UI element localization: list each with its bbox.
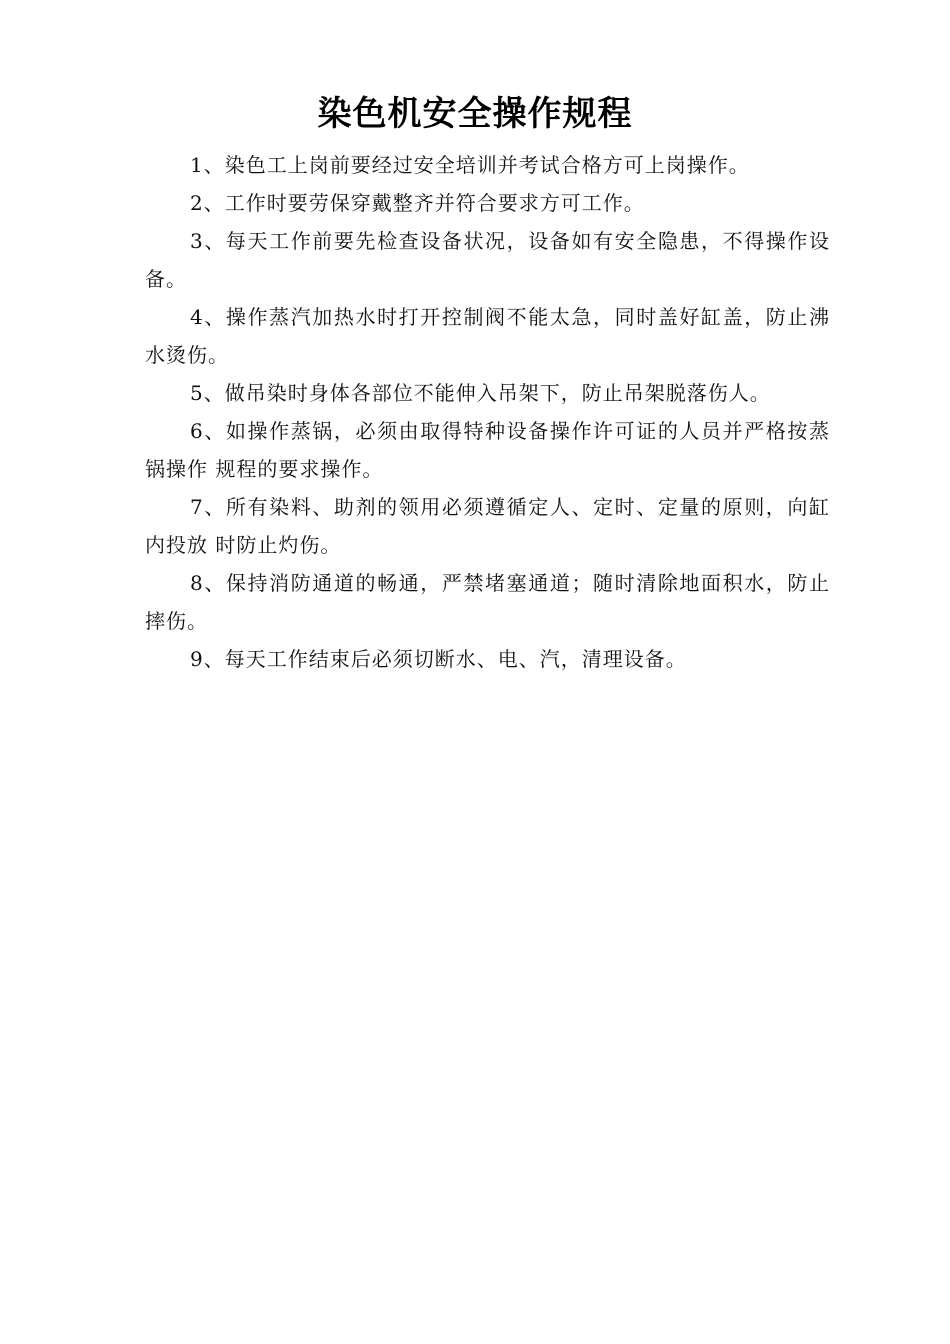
rule-paragraph-2: 2、工作时要劳保穿戴整齐并符合要求方可工作。 bbox=[190, 191, 645, 215]
rule-paragraph-6: 6、如操作蒸锅，必须由取得特种设备操作许可证的人员并严格按蒸锅操作 规程的要求操作。 bbox=[145, 419, 830, 481]
document-title: 染色机安全操作规程 bbox=[317, 94, 633, 134]
rule-paragraph-4: 4、操作蒸汽加热水时打开控制阀不能太急，同时盖好缸盖，防止沸水烫伤。 bbox=[145, 305, 830, 367]
rule-paragraph-3: 3、每天工作前要先检查设备状况，设备如有安全隐患，不得操作设备。 bbox=[145, 229, 830, 291]
rule-paragraph-9: 9、每天工作结束后必须切断水、电、汽，清理设备。 bbox=[190, 647, 687, 671]
document-body bbox=[145, 146, 830, 678]
rule-paragraph-5: 5、做吊染时身体各部位不能伸入吊架下，防止吊架脱落伤人。 bbox=[190, 381, 771, 405]
rule-paragraph-7: 7、所有染料、助剂的领用必须遵循定人、定时、定量的原则，向缸内投放 时防止灼伤。 bbox=[145, 495, 830, 557]
rule-paragraph-8: 8、保持消防通道的畅通，严禁堵塞通道；随时清除地面积水，防止摔伤。 bbox=[145, 571, 830, 633]
rule-paragraph-1: 1、染色工上岗前要经过安全培训并考试合格方可上岗操作。 bbox=[190, 153, 750, 177]
